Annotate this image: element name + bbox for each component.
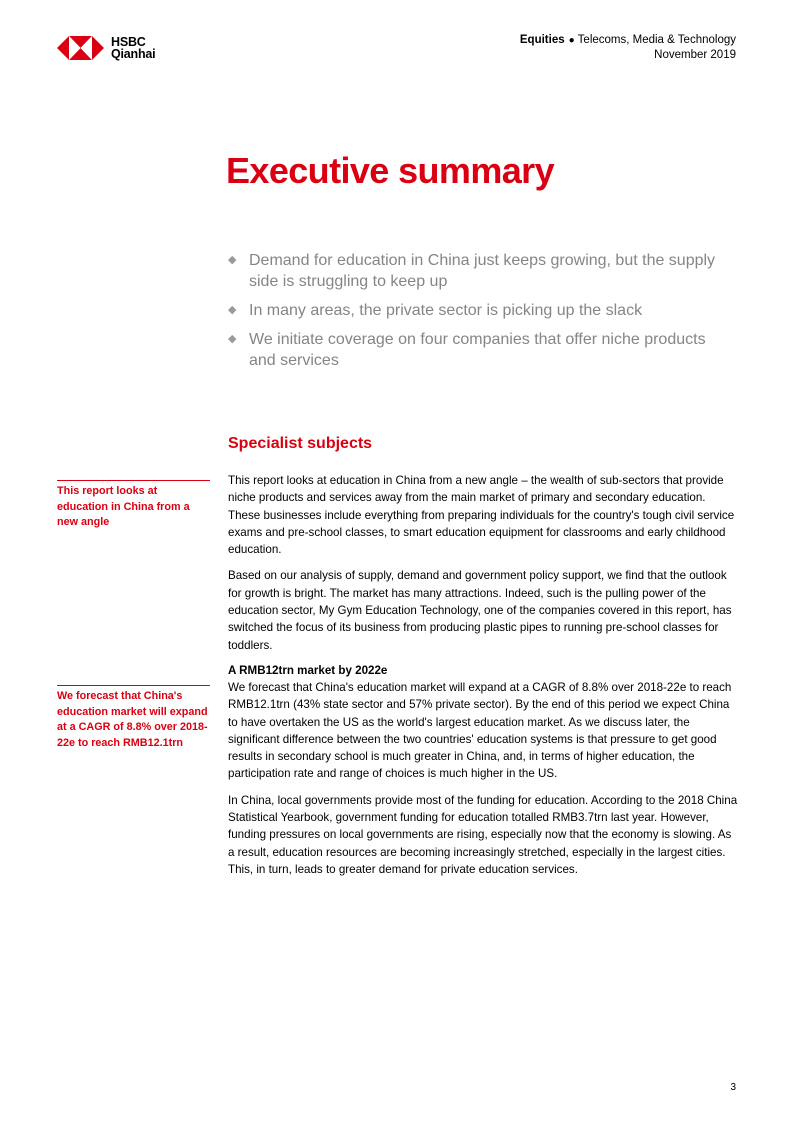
hsbc-qianhai-logo bbox=[57, 33, 155, 63]
body-paragraph: We forecast that China's education market will expand at a CAGR of 8.8% over 2018-22e to reach RMB12.1trn (43% state sector and 57% private sector). By the end of this period we expect China to have overtaken the US as the world's largest education market. As we discuss later, the significant difference between the two countries' education systems is that pressure to get good results in secondary school is much greater in China, and, in terms of higher education, the participation rate and range of choices is much higher in the US. bbox=[228, 680, 732, 781]
section-heading: Specialist subjects bbox=[228, 435, 373, 452]
diamond-bullet-icon: ◆ bbox=[228, 333, 237, 345]
body-paragraph: Based on our analysis of supply, demand and government policy support, we find that the outlook for growth is bright. The market has many attractions. Indeed, such is the pulling power of the education sector, My Gym Education Technology, one of the companies covered in this report, has switched the focus of its business from producing plastic pipes to running pre-school classes for toddlers. bbox=[228, 569, 732, 652]
logo-line-2: Qianhai bbox=[111, 47, 156, 61]
report-header bbox=[520, 33, 736, 62]
key-point bbox=[228, 250, 728, 292]
body-paragraph: In China, local governments provide most of the funding for education. According to the 2018 China Statistical Yearbook, government funding for education totalled RMB3.7trn last year. However, funding pressures on local governments are rising, especially now that the economy is slowing. As a result, education resources are becoming increasingly stretched, especially in the largest cities. This, in turn, leads to greater demand for private education services. bbox=[228, 793, 738, 876]
logo-line-1: HSBC bbox=[111, 35, 146, 49]
page-title: Executive summary bbox=[226, 150, 554, 191]
key-point-text: Demand for education in China just keeps growing, but the supply side is struggling to keep up bbox=[249, 252, 716, 290]
header-sector: Telecoms, Media & Technology bbox=[577, 34, 736, 46]
diamond-bullet-icon: ◆ bbox=[228, 304, 237, 316]
body-text bbox=[228, 472, 738, 887]
report-category bbox=[520, 33, 736, 48]
side-note: This report looks at education in China from a new angle bbox=[57, 480, 210, 531]
bullet-dot-icon: ● bbox=[568, 35, 575, 46]
logo-text bbox=[111, 36, 155, 60]
side-note: We forecast that China's education market will expand at a CAGR of 8.8% over 2018-22e to reach RMB12.1trn bbox=[57, 685, 210, 751]
key-point-text: In many areas, the private sector is picking up the slack bbox=[249, 302, 643, 319]
key-points-list bbox=[228, 250, 728, 379]
key-point bbox=[228, 329, 728, 371]
key-point bbox=[228, 300, 728, 321]
body-paragraph: This report looks at education in China from a new angle – the wealth of sub-sectors that provide niche products and services away from the main market of primary and secondary education. These businesses include everything from preparing individuals for the country's tough civil service exams and pre-school classes, to smart education equipment for classrooms and early childhood education. bbox=[228, 474, 735, 557]
hsbc-hexagon-icon bbox=[57, 36, 104, 60]
subheading: A RMB12trn market by 2022e bbox=[228, 663, 388, 677]
page-number: 3 bbox=[730, 1082, 736, 1093]
header-section: Equities bbox=[519, 34, 565, 46]
header-date: November 2019 bbox=[654, 49, 736, 61]
diamond-bullet-icon: ◆ bbox=[228, 254, 237, 266]
key-point-text: We initiate coverage on four companies that offer niche products and services bbox=[249, 331, 706, 369]
